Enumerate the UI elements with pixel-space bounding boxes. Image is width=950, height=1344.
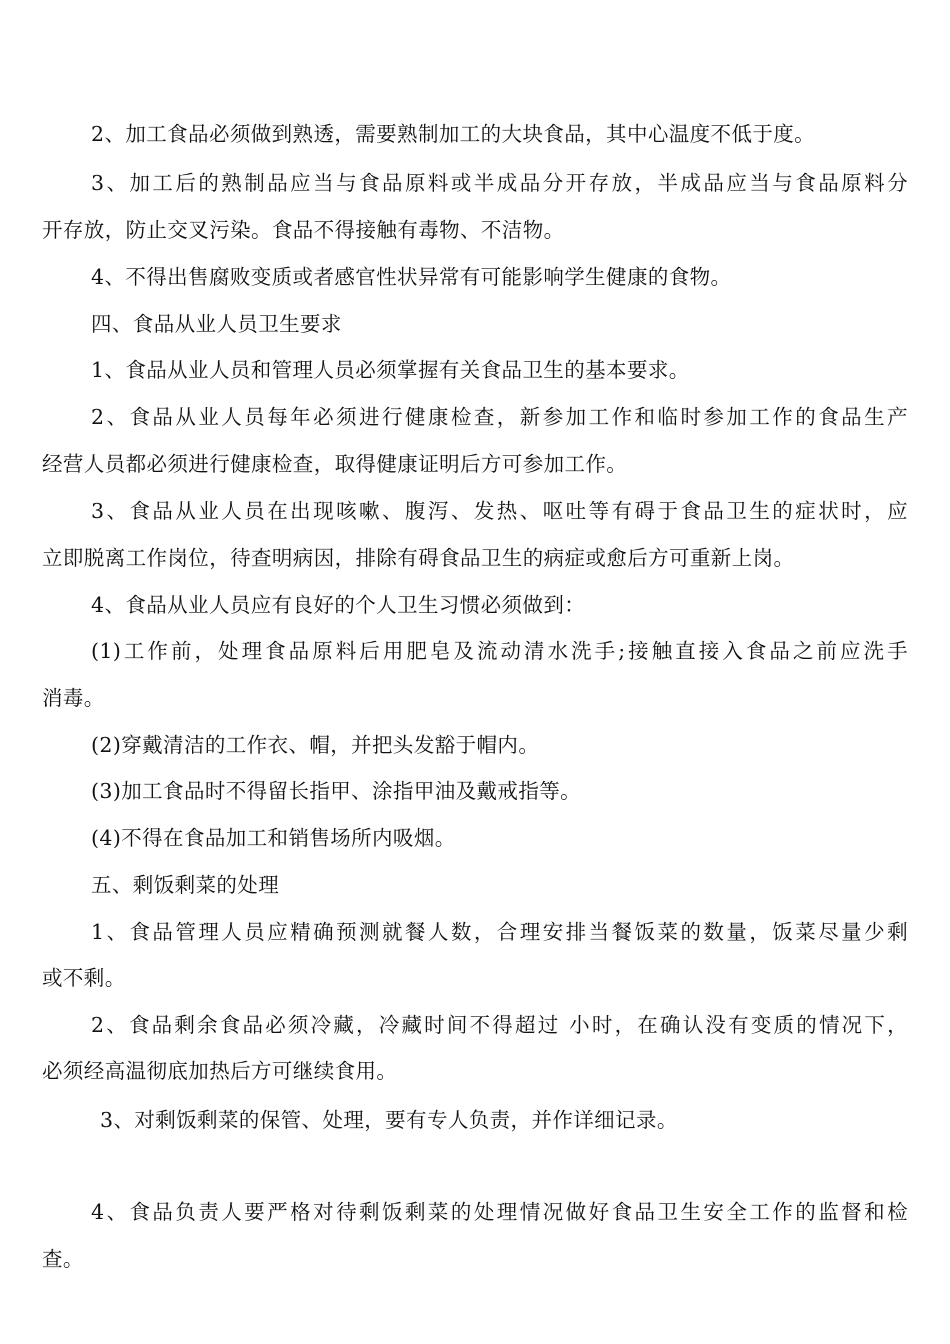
paragraph-line: 2、食品从业人员每年必须进行健康检查，新参加工作和临时参加工作的食品生产 [91,405,908,429]
paragraph-line: 查。 [42,1247,84,1271]
paragraph-line: 4、食品负责人要严格对待剩饭剩菜的处理情况做好食品卫生安全工作的监督和检 [91,1200,908,1224]
list-item-line: (2)穿戴清洁的工作衣、帽，并把头发豁于帽内。 [91,733,540,757]
list-item-line: 消毒。 [42,686,105,710]
section-heading: 四、食品从业人员卫生要求 [91,312,342,336]
paragraph-line: 2、食品剩余食品必须冷藏，冷藏时间不得超过 小时，在确认没有变质的情况下， [91,1013,908,1037]
paragraph-line: 2、加工食品必须做到熟透，需要熟制加工的大块食品，其中心温度不低于度。 [91,122,816,146]
list-item-line: (3)加工食品时不得留长指甲、涂指甲油及戴戒指等。 [91,779,582,803]
paragraph-line: 必须经高温彻底加热后方可继续食用。 [42,1059,398,1083]
paragraph-line: 开存放，防止交叉污染。食品不得接触有毒物、不洁物。 [42,218,565,242]
paragraph-line: 3、食品从业人员在出现咳嗽、腹泻、发热、呕吐等有碍于食品卫生的症状时，应 [91,499,908,523]
paragraph-line: 3、加工后的熟制品应当与食品原料或半成品分开存放，半成品应当与食品原料分 [91,171,908,195]
paragraph-line: 4、不得出售腐败变质或者感官性状异常有可能影响学生健康的食物。 [91,265,732,289]
paragraph-line: 1、食品从业人员和管理人员必须掌握有关食品卫生的基本要求。 [91,358,690,382]
paragraph-line: 1、食品管理人员应精确预测就餐人数，合理安排当餐饭菜的数量，饭菜尽量少剩 [91,920,908,944]
paragraph-line: 3、对剩饭剩菜的保管、处理，要有专人负责，并作详细记录。 [100,1108,678,1132]
paragraph-line: 4、食品从业人员应有良好的个人卫生习惯必须做到： [91,593,586,617]
paragraph-line: 经营人员都必须进行健康检查，取得健康证明后方可参加工作。 [42,452,628,476]
list-item-line: (1)工作前，处理食品原料后用肥皂及流动清水洗手;接触直接入食品之前应洗手 [91,639,908,663]
section-heading: 五、剩饭剩菜的处理 [91,873,280,897]
paragraph-line: 立即脱离工作岗位，待查明病因，排除有碍食品卫生的病症或愈后方可重新上岗。 [42,546,795,570]
list-item-line: (4)不得在食品加工和销售场所内吸烟。 [91,826,456,850]
paragraph-line: 或不剩。 [42,966,126,990]
